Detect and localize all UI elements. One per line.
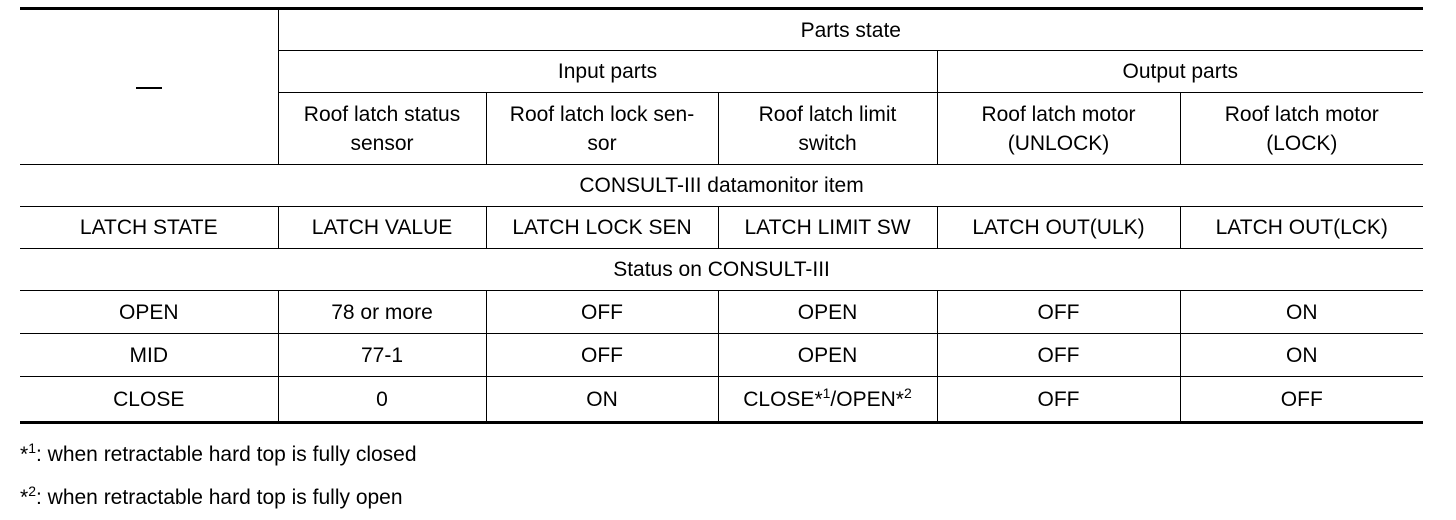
item-latch-state: LATCH STATE xyxy=(20,207,278,249)
output-parts-header: Output parts xyxy=(937,51,1423,93)
table-row xyxy=(20,377,1423,423)
latch-spec-table xyxy=(20,7,1423,424)
footnote-mark: * xyxy=(20,486,29,509)
corner-cell xyxy=(20,9,278,165)
footnote-text: : when retractable hard top is fully closed xyxy=(35,443,417,466)
table-row xyxy=(20,291,1423,334)
close-text: CLOSE* xyxy=(743,387,823,411)
status-cell: OPEN xyxy=(20,291,278,334)
status-cell: CLOSE xyxy=(20,377,278,423)
item-latch-value: LATCH VALUE xyxy=(278,207,486,249)
parts-state-header: Parts state xyxy=(278,9,1423,51)
status-cell: OPEN xyxy=(718,291,937,334)
col-header-lock-sensor: Roof latch lock sen- sor xyxy=(486,93,718,165)
status-cell: OFF xyxy=(937,291,1180,334)
table-row xyxy=(20,334,1423,377)
col-header-limit-switch: Roof latch limit switch xyxy=(718,93,937,165)
input-parts-header: Input parts xyxy=(278,51,937,93)
open-text: /OPEN* xyxy=(830,387,904,411)
consult-item-band-row xyxy=(20,165,1423,207)
status-cell: ON xyxy=(1180,291,1423,334)
status-band-row xyxy=(20,249,1423,291)
status-cell: 78 or more xyxy=(278,291,486,334)
consult-item-band: CONSULT-III datamonitor item xyxy=(20,165,1423,207)
footnote-ref-2: 2 xyxy=(903,384,912,401)
status-band: Status on CONSULT-III xyxy=(20,249,1423,291)
status-cell: OFF xyxy=(937,334,1180,377)
status-cell: MID xyxy=(20,334,278,377)
consult-item-row xyxy=(20,207,1423,249)
footnote-ref-1: 1 xyxy=(822,384,831,401)
item-latch-lock-sen: LATCH LOCK SEN xyxy=(486,207,718,249)
status-cell: ON xyxy=(486,377,718,423)
footnote-mark: * xyxy=(20,443,29,466)
status-cell: OFF xyxy=(1180,377,1423,423)
status-cell: OFF xyxy=(937,377,1180,423)
item-latch-limit-sw: LATCH LIMIT SW xyxy=(718,207,937,249)
status-cell: OFF xyxy=(486,334,718,377)
status-cell: OPEN xyxy=(718,334,937,377)
status-cell: 0 xyxy=(278,377,486,423)
footnote-2 xyxy=(20,483,403,510)
status-cell-close-open xyxy=(718,377,937,423)
footnote-number: 1 xyxy=(28,440,36,456)
footnote-1 xyxy=(20,440,417,467)
status-cell: OFF xyxy=(486,291,718,334)
item-latch-out-ulk: LATCH OUT(ULK) xyxy=(937,207,1180,249)
status-cell: 77-1 xyxy=(278,334,486,377)
item-latch-out-lck: LATCH OUT(LCK) xyxy=(1180,207,1423,249)
corner-dash xyxy=(136,87,162,89)
col-header-motor-lock: Roof latch motor (LOCK) xyxy=(1180,93,1423,165)
footnote-text: : when retractable hard top is fully open xyxy=(35,486,403,509)
header-row-parts-state xyxy=(20,9,1423,51)
footnote-number: 2 xyxy=(28,483,36,499)
col-header-motor-unlock: Roof latch motor (UNLOCK) xyxy=(937,93,1180,165)
status-cell: ON xyxy=(1180,334,1423,377)
col-header-status-sensor: Roof latch status sensor xyxy=(278,93,486,165)
